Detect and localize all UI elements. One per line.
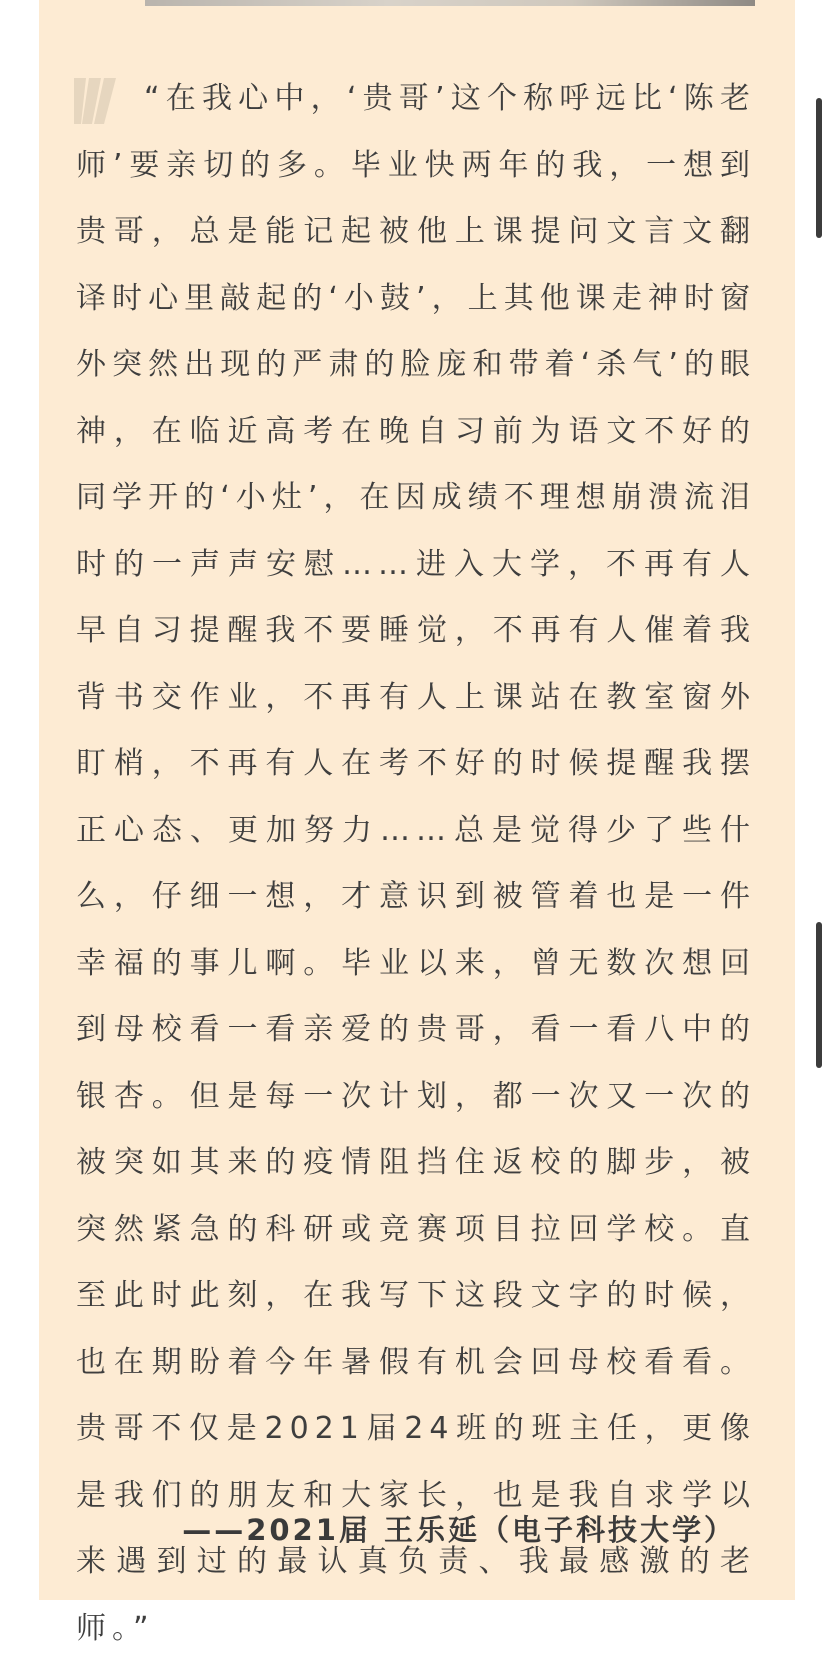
scrollbar-thumb-upper[interactable]	[816, 98, 822, 238]
scrollbar-thumb-lower[interactable]	[816, 922, 822, 1068]
quote-attribution: ——2021届 王乐延（电子科技大学）	[182, 1513, 736, 1547]
article-image	[145, 0, 755, 6]
quote-text: “在我心中，‘贵哥’这个称呼远比‘陈老师’要亲切的多。毕业快两年的我，一想到贵哥，总是能记起被他上课提问文言文翻译时心里敲起的‘小鼓’，上其他课走神时窗外突然出现的严肃的脸庞和带着‘杀气’的眼神，在临近高考在晚自习前为语文不好的同学开的‘小灶’，在因成绩不理想崩溃流泪时的一声声安慰……进入大学，不再有人早自习提醒我不要睡觉，不再有人催着我背书交作业，不再有人上课站在教室窗外盯梢，不再有人在考不好的时候提醒我摆正心态、更加努力……总是觉得少了些什么，仔细一想，才意识到被管着也是一件幸福的事儿啊。毕业以来，曾无数次想回到母校看一看亲爱的贵哥，看一看八中的银杏。但是每一次计划，都一次又一次的被突如其来的疫情阻挡住返校的脚步，被突然紧急的科研或竞赛项目拉回学校。直至此时此刻，在我写下这段文字的时候，也在期盼着今年暑假有机会回母校看看。贵哥不仅是2021届24班的班主任，更像是我们的朋友和大家长，也是我自求学以来遇到过的最认真负责、我最感激的老师。”	[76, 81, 756, 1646]
